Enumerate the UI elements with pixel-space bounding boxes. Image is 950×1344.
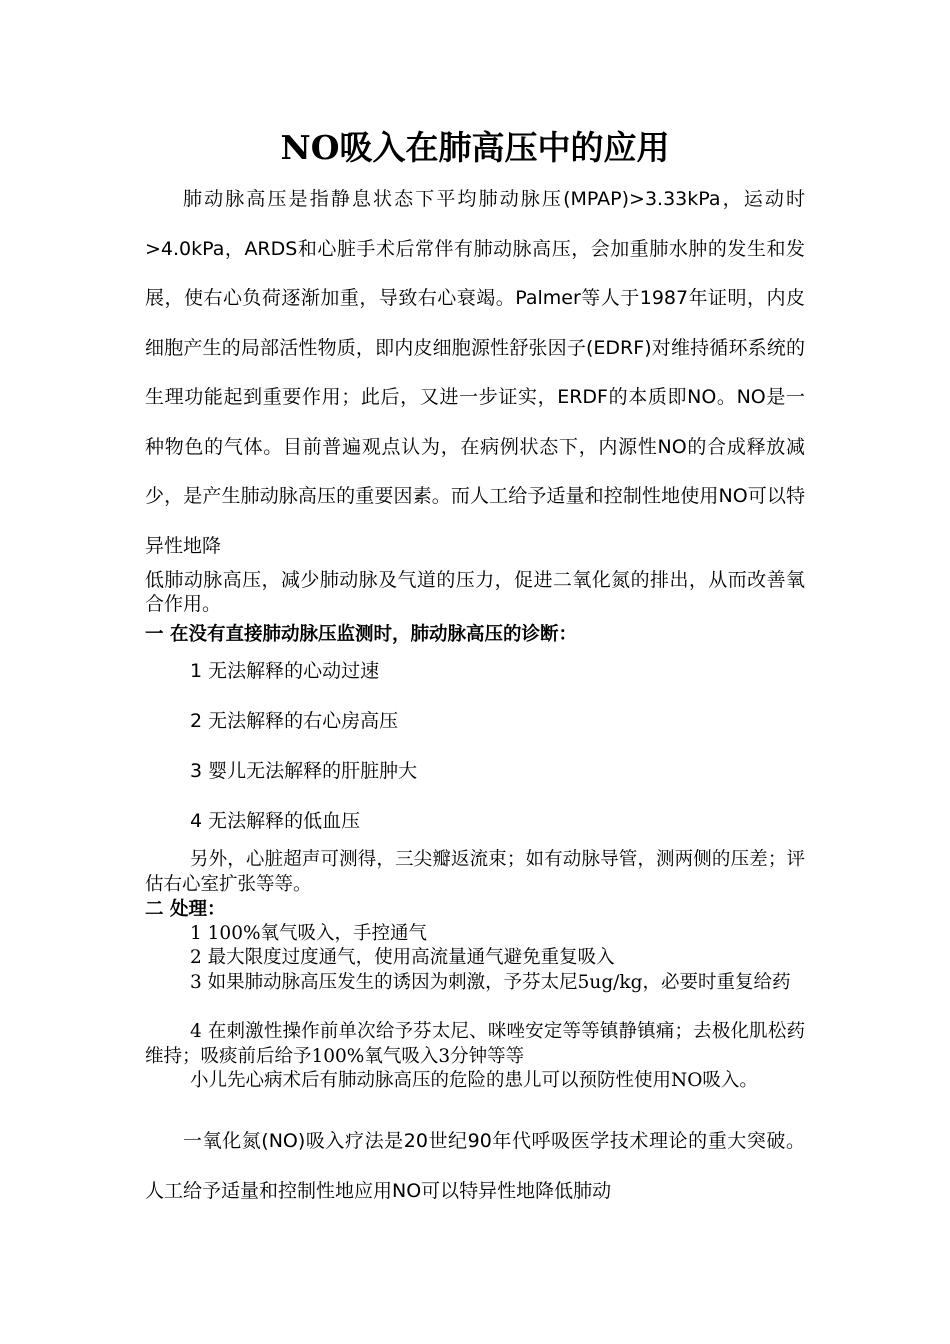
diagnosis-item: 2 无法解释的右心房高压 (190, 710, 399, 732)
treatment-item: 1 100%氧气吸入，手控通气 (190, 923, 428, 944)
treatment-item: 3 如果肺动脉高压发生的诱因为刺激，予芬太尼5ug/kg，必要时重复给药 (190, 972, 791, 993)
diagnosis-note: 另外，心脏超声可测得，三尖瓣返流束；如有动脉导管，测两侧的压差；评估右心室扩张等等。 (145, 849, 805, 895)
intro-paragraph: 肺动脉高压是指静息状态下平均肺动脉压(MPAP)>3.33kPa，运动时>4.0kPa，ARDS和心脏手术后常伴有肺动脉高压，会加重肺水肿的发生和发展，使右心负荷逐渐加重，导致右心衰竭。Palmer等人于1987年证明，内皮细胞产生的局部活性物质，即内皮细胞源性舒张因子(EDRF)对维持循环系统的生理功能起到重要作用；此后，又进一步证实，ERDF的本质即NO。NO是一种物色的气体。目前普遍观点认为，在病例状态下，内源性NO的合成释放减少，是产生肺动脉高压的重要因素。而人工给予适量和控制性地使用NO可以特异性地降 (145, 188, 805, 557)
diagnosis-item: 3 婴儿无法解释的肝脏肿大 (190, 760, 418, 782)
treatment-item: 2 最大限度过度通气，使用高流量通气避免重复吸入 (190, 947, 615, 968)
diagnosis-item: 1 无法解释的心动过速 (190, 660, 380, 682)
section-heading-treatment: 二 处理： (145, 899, 226, 920)
intro-paragraph-tail: 低肺动脉高压，减少肺动脉及气道的压力，促进二氧化氮的排出，从而改善氧合作用。 (145, 569, 805, 615)
document-title: NO吸入在肺高压中的应用 (280, 128, 670, 167)
section-heading-diagnosis: 一 在没有直接肺动脉压监测时，肺动脉高压的诊断： (145, 624, 577, 645)
diagnosis-item: 4 无法解释的低血压 (190, 810, 361, 832)
closing-paragraph: 一氧化氮(NO)吸入疗法是20世纪90年代呼吸医学技术理论的重大突破。人工给予适量和控制性地应用NO可以特异性地降低肺动 (145, 1130, 805, 1202)
treatment-item: 4 在刺激性操作前单次给予芬太尼、咪唑安定等等镇静镇痛；去极化肌松药维持；吸痰前后给予100%氧气吸入3分钟等等 (145, 1021, 805, 1067)
treatment-note: 小儿先心病术后有肺动脉高压的危险的患儿可以预防性使用NO吸入。 (190, 1070, 758, 1091)
